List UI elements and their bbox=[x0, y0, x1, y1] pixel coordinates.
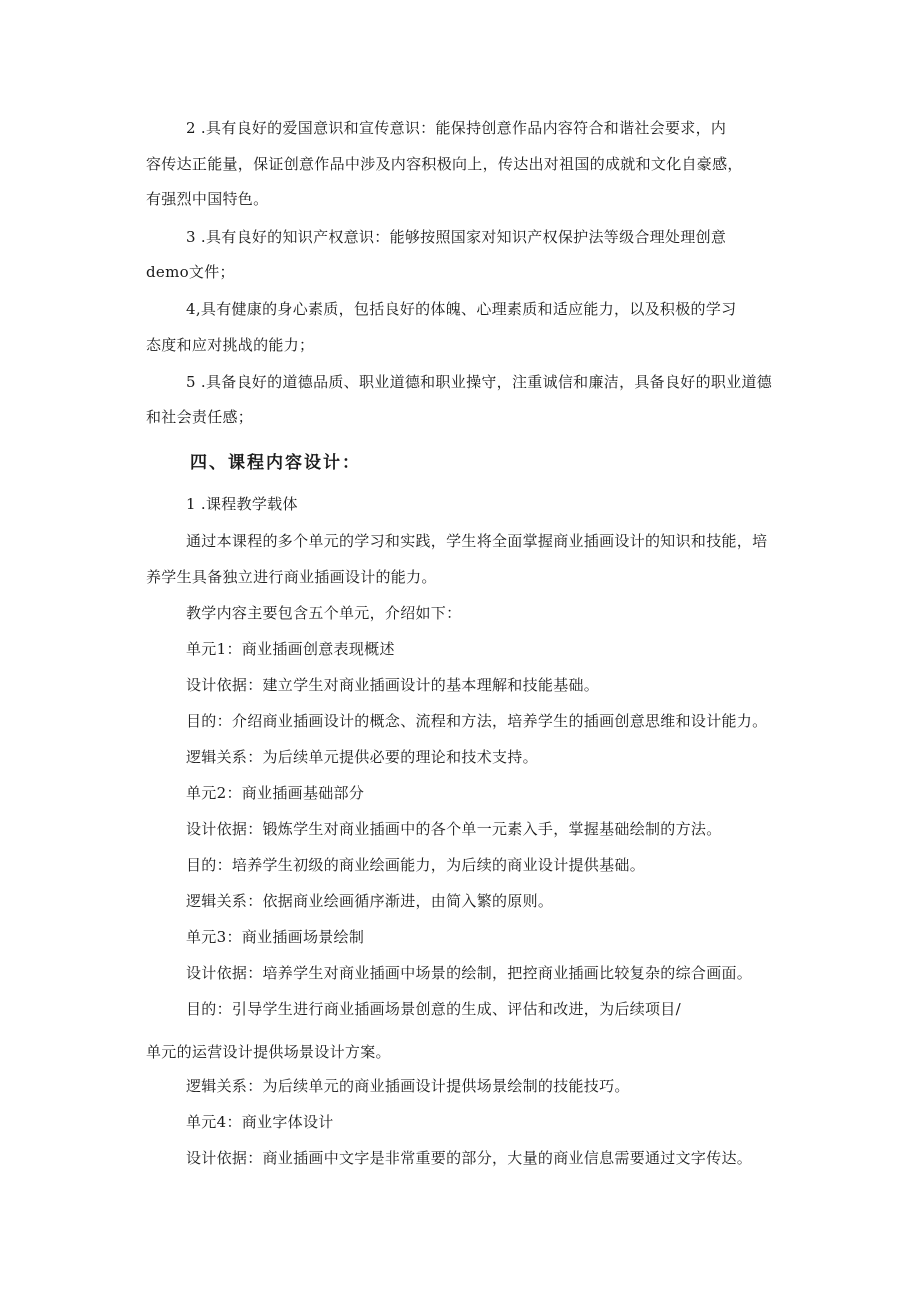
unit-1-basis: 设计依据：建立学生对商业插画设计的基本理解和技能基础。 bbox=[186, 676, 600, 694]
item-5-line-1: 5 .具备良好的道德品质、职业道德和职业操守，注重诚信和廉洁，具备良好的职业道德 bbox=[186, 373, 773, 391]
item-4-line-1: 4,具有健康的身心素质，包括良好的体魄、心理素质和适应能力，以及积极的学习 bbox=[186, 300, 737, 318]
unit-3-basis: 设计依据：培养学生对商业插画中场景的绘制，把控商业插画比较复杂的综合画面。 bbox=[186, 964, 753, 982]
unit-3-logic: 逻辑关系：为后续单元的商业插画设计提供场景绘制的技能技巧。 bbox=[186, 1077, 630, 1095]
unit-1-logic: 逻辑关系：为后续单元提供必要的理论和技术支持。 bbox=[186, 748, 538, 766]
unit-4-basis: 设计依据：商业插画中文字是非常重要的部分，大量的商业信息需要通过文字传达。 bbox=[186, 1149, 753, 1167]
unit-2-goal: 目的：培养学生初级的商业绘画能力，为后续的商业设计提供基础。 bbox=[186, 856, 646, 874]
section-4-sub-1: 1 .课程教学载体 bbox=[186, 495, 298, 513]
item-2-line-2: 容传达正能量，保证创意作品中涉及内容积极向上，传达出对祖国的成就和文化自豪感， bbox=[146, 155, 743, 173]
item-2-line-3: 有强烈中国特色。 bbox=[146, 190, 269, 208]
unit-4-title: 单元4：商业字体设计 bbox=[186, 1113, 334, 1131]
unit-2-title: 单元2：商业插画基础部分 bbox=[186, 784, 365, 802]
item-3-line-1: 3 .具有良好的知识产权意识：能够按照国家对知识产权保护法等级合理处理创意 bbox=[186, 228, 727, 246]
unit-2-logic: 逻辑关系：依据商业绘画循序渐进，由简入繁的原则。 bbox=[186, 892, 554, 910]
item-3-line-2: demo文件； bbox=[146, 263, 235, 281]
unit-3-goal-line-1: 目的：引导学生进行商业插画场景创意的生成、评估和改进，为后续项目/ bbox=[186, 1000, 681, 1018]
section-4-intro-line-1: 通过本课程的多个单元的学习和实践，学生将全面掌握商业插画设计的知识和技能，培 bbox=[186, 532, 768, 550]
unit-1-goal: 目的：介绍商业插画设计的概念、流程和方法，培养学生的插画创意思维和设计能力。 bbox=[186, 712, 768, 730]
section-4-summary: 教学内容主要包含五个单元，介绍如下： bbox=[186, 604, 462, 622]
unit-3-goal-line-2: 单元的运营设计提供场景设计方案。 bbox=[146, 1043, 391, 1061]
item-4-line-2: 态度和应对挑战的能力； bbox=[146, 336, 315, 354]
unit-2-basis: 设计依据：锻炼学生对商业插画中的各个单一元素入手，掌握基础绘制的方法。 bbox=[186, 820, 722, 838]
item-5-line-2: 和社会责任感； bbox=[146, 408, 254, 426]
unit-3-title: 单元3：商业插画场景绘制 bbox=[186, 928, 365, 946]
section-4-intro-line-2: 养学生具备独立进行商业插画设计的能力。 bbox=[146, 568, 437, 586]
unit-1-title: 单元1：商业插画创意表现概述 bbox=[186, 640, 395, 658]
section-4-heading: 四、课程内容设计： bbox=[190, 453, 361, 473]
item-2-line-1: 2 .具有良好的爱国意识和宣传意识：能保持创意作品内容符合和谐社会要求，内 bbox=[186, 119, 727, 137]
